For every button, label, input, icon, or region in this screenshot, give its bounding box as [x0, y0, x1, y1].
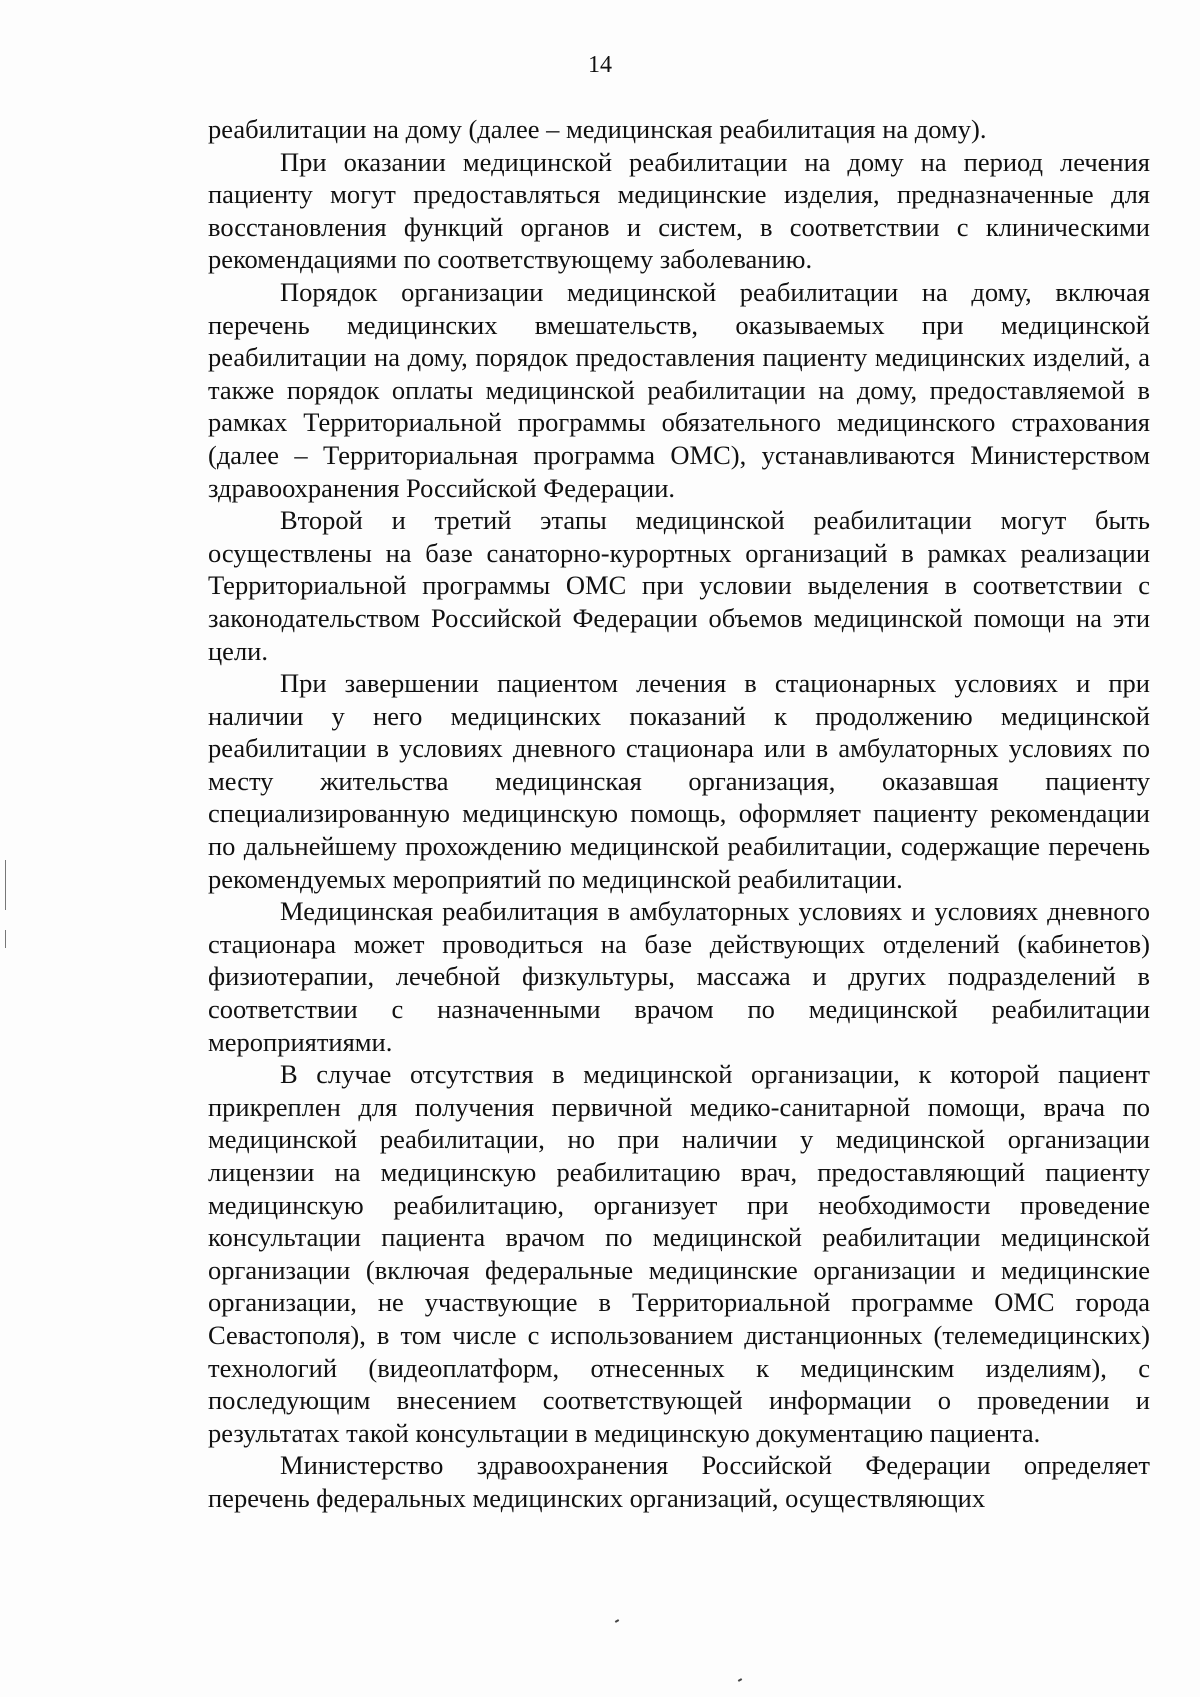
paragraph-continuation: реабилитации на дому (далее – медицинская реабилитация на дому). [208, 114, 987, 144]
paragraph-ministry: Министерство здравоохранения Российской Федерации определяет перечень федеральных медицинских организаций, осуществляющих [208, 1450, 1150, 1513]
document-body [208, 113, 1150, 1515]
scan-speck [738, 1678, 742, 1682]
paragraph-discharge-recommendations: При завершении пациентом лечения в стационарных условиях и при наличии у него медицинских показаний к продолжению медицинской реабилитации в условиях дневного стационара или в амбулаторных условиях по месту жительства медицинская организация, оказавшая пациенту специализированную медицинскую помощь, оформляет пациенту рекомендации по дальнейшему прохождению медицинской реабилитации, содержащие перечень рекомендуемых мероприятий по медицинской реабилитации. [208, 668, 1150, 894]
paragraph-sanatorium-stages: Второй и третий этапы медицинской реабилитации могут быть осуществлены на базе санаторно-курортных организаций в рамках реализации Территориальной программы ОМС при условии выделения в соответствии с законодательством Российской Федерации объемов медицинской помощи на эти цели. [208, 505, 1150, 666]
margin-scan-mark [5, 860, 6, 910]
margin-scan-mark [5, 930, 6, 948]
paragraph-medical-devices: При оказании медицинской реабилитации на дому на период лечения пациенту могут предоставляться медицинские изделия, предназначенные для восстановления функций органов и систем, в соответствии с клиническими рекомендациями по соответствующему заболеванию. [208, 146, 1150, 275]
scan-speck [615, 1619, 619, 1623]
paragraph-home-rehab-procedure: Порядок организации медицинской реабилитации на дому, включая перечень медицинских вмешательств, оказываемых при медицинской реабилитации на дому, порядок предоставления пациенту медицинских изделий, а также порядок оплаты медицинской реабилитации на дому, предоставляемой в рамках Территориальной программы обязательного медицинского страхования (далее – Территориальная программа ОМС), устанавливаются Министерством здравоохранения Российской Федерации. [208, 276, 1150, 503]
page-number: 14 [588, 52, 612, 78]
paragraph-outpatient-rehab: Медицинская реабилитация в амбулаторных условиях и условиях дневного стационара может проводиться на базе действующих отделений (кабинетов) физиотерапии, лечебной физкультуры, массажа и других подразделений в соответствии с назначенными врачом по медицинской реабилитации мероприятиями. [208, 896, 1150, 1057]
paragraph-consultation: В случае отсутствия в медицинской организации, к которой пациент прикреплен для получения первичной медико-санитарной помощи, врача по медицинской реабилитации, но при наличии у медицинской организации лицензии на медицинскую реабилитацию врач, предоставляющий пациенту медицинскую реабилитацию, организует при необходимости проведение консультации пациента врачом по медицинской реабилитации медицинской организации (включая федеральные медицинские организации и медицинские организации, не участвующие в Территориальной программе ОМС города Севастополя), в том числе с использованием дистанционных (телемедицинских) технологий (видеоплатформ, отнесенных к медицинским изделиям), с последующим внесением соответствующей информации о проведении и результатах такой консультации в медицинскую документацию пациента. [208, 1059, 1150, 1448]
